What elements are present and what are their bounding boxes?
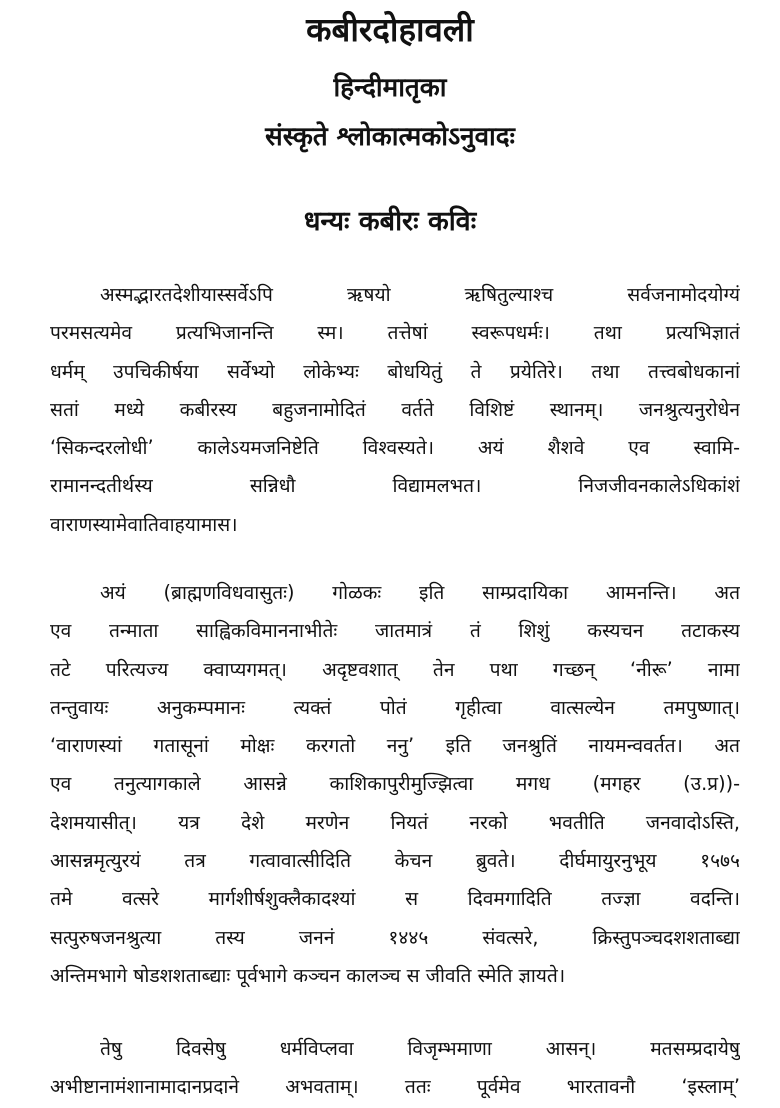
subtitle-hindi-script: हिन्दीमातृका [333,73,447,103]
paragraph-line: एव तनुत्यागकाले आसन्ने काशिकापुरीमुज्झित्वा मगध (मगहर (उ.प्र))- [50,772,740,796]
paragraph-1 [50,276,740,544]
paragraph-line: तटे परित्यज्य क्वाप्यगमत्। अदृष्टवशात् तेन पथा गच्छन् ‘नीरू’ नामा [50,657,740,681]
paragraph-line: अन्तिमभागे षोडशशताब्द्याः पूर्वभागे कञ्चन कालञ्च स जीवति स्मेति ज्ञायते। [50,963,566,987]
book-title: कबीरदोहावली [306,10,474,49]
paragraph-line: तमे वत्सरे मार्गशीर्षशुक्लैकादश्यां स दिवमगादिति तज्ज्ञा वदन्ति। [50,887,740,911]
paragraph-line: तेषु दिवसेषु धर्मविप्लवा विजृम्भमाणा आसन्। मतसम्प्रदायेषु [100,1037,740,1060]
paragraph-2 [50,574,740,995]
paragraph-line: रामानन्दतीर्थस्य सन्निधौ विद्यामलभत। निजजीवनकालेऽधिकांशं [50,474,740,498]
paragraph-line: देशमयासीत्। यत्र देशे मरणेन नियतं नरको भवतीति जनवादोऽस्ति, [50,810,740,834]
paragraph-line: ‘वाराणस्यां गतासूनां मोक्षः करगतो ननु’ इति जनश्रुतिं नायमन्ववर्तत। अत [50,734,740,758]
paragraph-line: अस्मद्भारतदेशीयास्सर्वेऽपि ऋषयो ऋषितुल्याश्च सर्वजनामोदयोग्यं [100,283,740,306]
section-heading: धन्यः कबीरः कविः [303,206,477,237]
paragraph-line: सत्पुरुषजनश्रुत्या तस्य जननं १४४५ संवत्सरे, क्रिस्तुपञ्चदशशताब्द्या [50,925,740,949]
paragraph-line: एव तन्माता साह्विकविमाननाभीतेः जातमात्रं तं शिशुं कस्यचन तटाकस्य [50,619,740,643]
paragraph-line: परमसत्यमेव प्रत्यभिजानन्ति स्म। तत्तेषां स्वरूपधर्मः। तथा प्रत्यभिज्ञातं [50,321,740,345]
paragraph-line: अभीष्टानामंशानामादानप्रदाने अभवताम्। ततः पूर्वमेव भारतावनौ ‘इस्लाम्’ [50,1075,740,1099]
paragraph-line: तन्तुवायः अनुकम्पमानः त्यक्तं पोतं गृहीत्वा वात्सल्येन तमपुष्णात्। [50,695,740,719]
paragraph-line: सतां मध्ये कबीरस्य बहुजनामोदितं वर्तते विशिष्टं स्थानम्। जनश्रुत्यनुरोधेन [50,397,740,421]
paragraph-3 [50,1030,740,1107]
paragraph-line: वाराणस्यामेवातिवाहयामास। [50,512,238,536]
paragraph-line: ‘सिकन्दरलोधी’ कालेऽयमजनिष्टेति विश्वस्यते। अयं शैशवे एव स्वामि- [50,436,740,460]
paragraph-line: आसन्नमृत्युरयं तत्र गत्वावात्सीदिति केचन ब्रुवते। दीर्घमायुरनुभूय १५७५ [50,849,740,873]
paragraph-line: अयं (ब्राह्मणविधवासुतः) गोळकः इति साम्प्रदायिका आमनन्ति। अत [100,581,740,604]
subtitle-sanskrit-translation: संस्कृते श्लोकात्मकोऽनुवादः [265,122,515,152]
paragraph-line: धर्मम् उपचिकीर्षया सर्वेभ्यो लोकेभ्यः बोधयितुं ते प्रयेतिरे। तथा तत्त्वबोधकानां [50,359,740,383]
